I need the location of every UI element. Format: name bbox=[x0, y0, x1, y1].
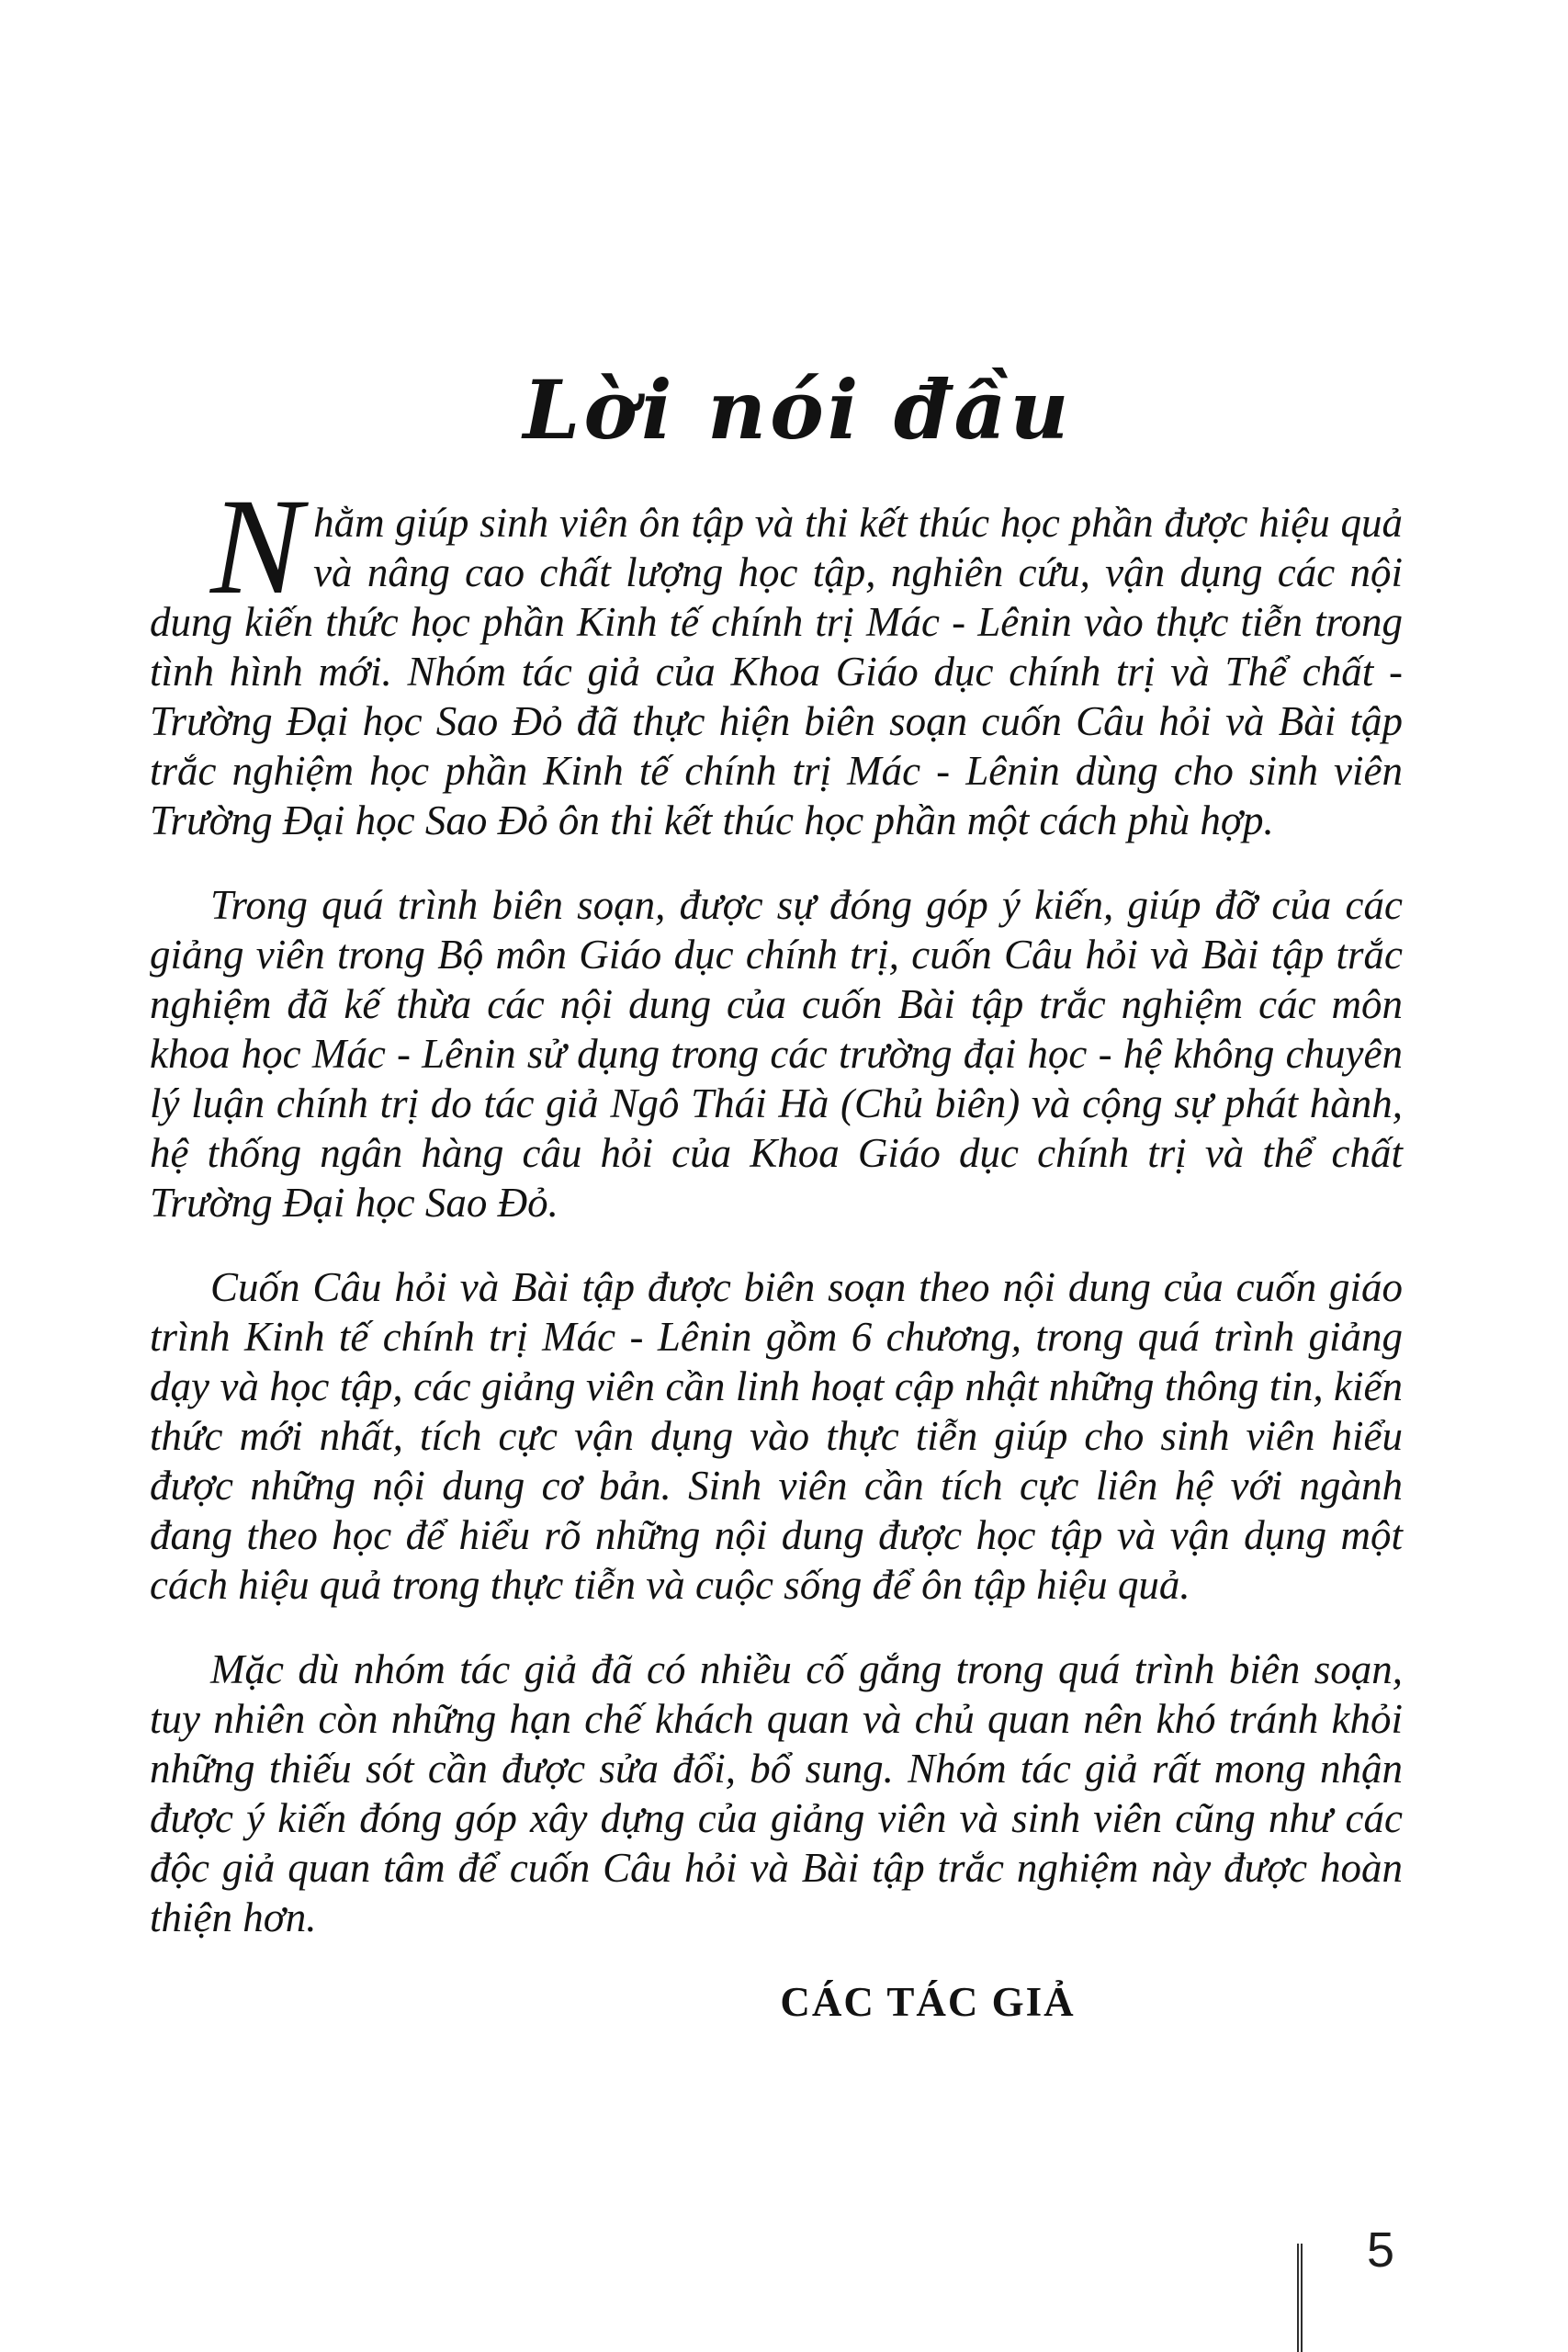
page-number: 5 bbox=[1366, 2222, 1395, 2278]
paragraph-text: Mặc dù nhóm tác giả đã có nhiều cố gắng trong quá trình biên soạn, tuy nhiên còn những hạn chế khách quan và chủ quan nên khó tránh khỏi những thiếu sót cần được sửa đổi, bổ sung. Nhóm tác giả rất mong nhận được ý kiến đóng góp xây dựng của giảng viên và sinh viên cũng như các độc giả quan tâm để cuốn Câu hỏi và Bài tập trắc nghiệm này được hoàn thiện hơn. bbox=[150, 1646, 1403, 1940]
paragraph bbox=[150, 1262, 1403, 1610]
paragraph-text: Cuốn Câu hỏi và Bài tập được biên soạn theo nội dung của cuốn giáo trình Kinh tế chính trị Mác - Lênin gồm 6 chương, trong quá trình giảng dạy và học tập, các giảng viên cần linh hoạt cập nhật những thông tin, kiến thức mới nhất, tích cực vận dụng vào thực tiễn giúp cho sinh viên hiểu được những nội dung cơ bản. Sinh viên cần tích cực liên hệ với ngành đang theo học để hiểu rõ những nội dung được học tập và vận dụng một cách hiệu quả trong thực tiễn và cuộc sống để ôn tập hiệu quả. bbox=[150, 1264, 1403, 1608]
paragraph-text: hằm giúp sinh viên ôn tập và thi kết thúc học phần được hiệu quả và nâng cao chất lượng học tập, nghiên cứu, vận dụng các nội dung kiến thức học phần Kinh tế chính trị Mác - Lênin vào thực tiễn trong tình hình mới. Nhóm tác giả của Khoa Giáo dục chính trị và Thể chất - Trường Đại học Sao Đỏ đã thực hiện biên soạn cuốn Câu hỏi và Bài tập trắc nghiệm học phần Kinh tế chính trị Mác - Lênin dùng cho sinh viên Trường Đại học Sao Đỏ ôn thi kết thúc học phần một cách phù hợp. bbox=[150, 500, 1403, 843]
paragraph bbox=[150, 470, 1403, 845]
preface-content bbox=[0, 461, 1568, 2027]
drop-cap-letter: N bbox=[210, 470, 303, 623]
authors-signature: CÁC TÁC GIẢ bbox=[780, 1979, 1076, 2025]
footer-divider-bar bbox=[1297, 2244, 1303, 2352]
page-title: Lời nói đầu bbox=[523, 362, 1073, 458]
paragraph bbox=[150, 880, 1403, 1227]
paragraph bbox=[150, 1645, 1403, 1942]
paragraph-text: Trong quá trình biên soạn, được sự đóng góp ý kiến, giúp đỡ của các giảng viên trong Bộ môn Giáo dục chính trị, cuốn Câu hỏi và Bài tập trắc nghiệm đã kế thừa các nội dung của cuốn Bài tập trắc nghiệm các môn khoa học Mác - Lênin sử dụng trong các trường đại học - hệ không chuyên lý luận chính trị do tác giả Ngô Thái Hà (Chủ biên) và cộng sự phát hành, hệ thống ngân hàng câu hỏi của Khoa Giáo dục chính trị và thể chất Trường Đại học Sao Đỏ. bbox=[150, 882, 1403, 1226]
